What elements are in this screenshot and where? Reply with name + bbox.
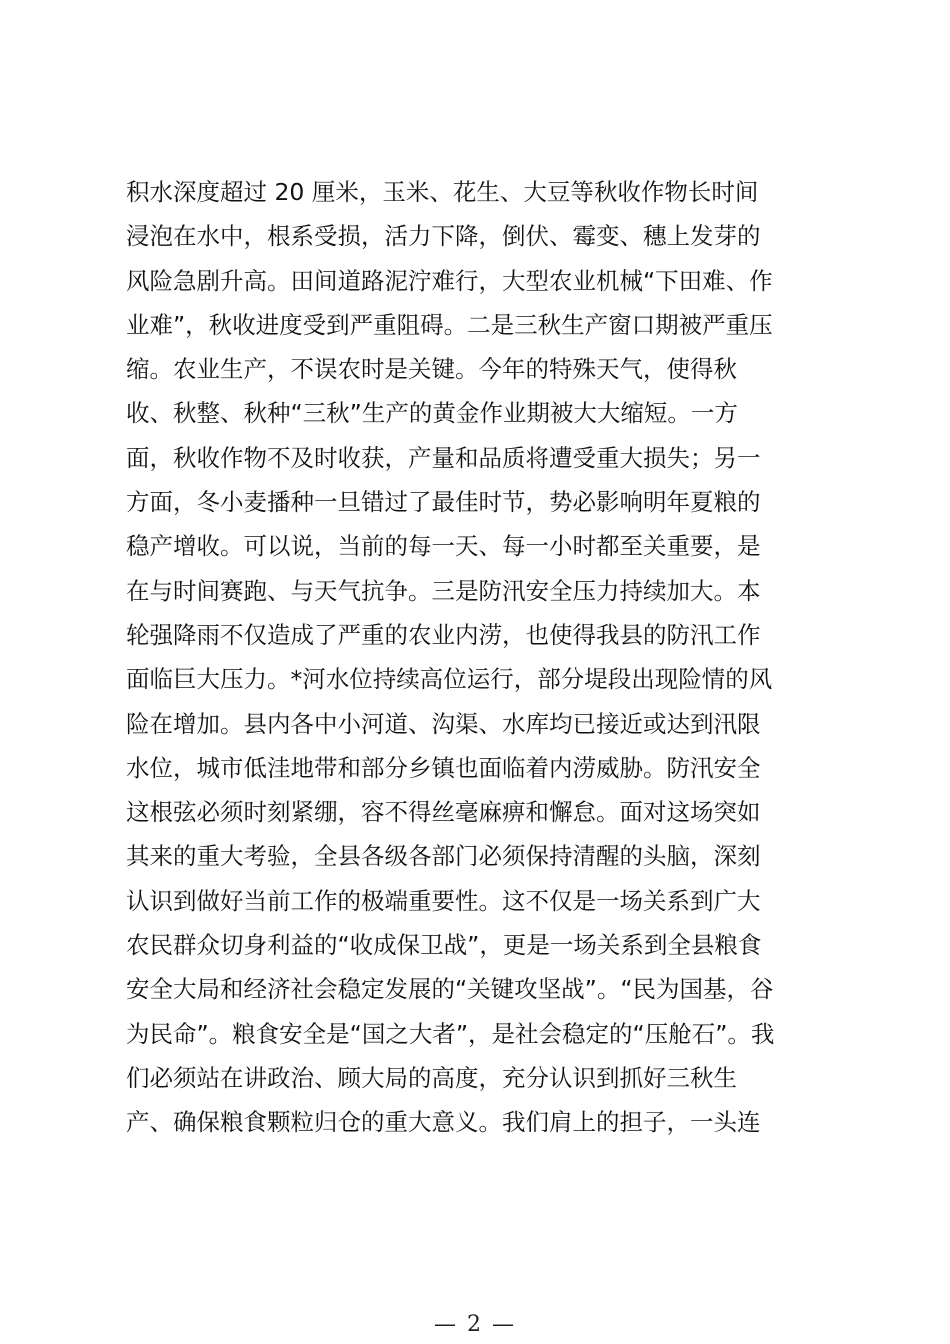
text-line: 面临巨大压力。*河水位持续高位运行，部分堤段出现险情的风 — [126, 665, 773, 694]
text-line: 轮强降雨不仅造成了严重的农业内涝，也使得我县的防汛工作 — [126, 620, 761, 649]
text-line: 认识到做好当前工作的极端重要性。这不仅是一场关系到广大 — [126, 886, 761, 915]
page-number: — 2 — — [434, 1312, 516, 1337]
text-line: 农民群众切身利益的“收成保卫战”，更是一场关系到全县粮食 — [126, 931, 762, 960]
text-line: 们必须站在讲政治、顾大局的高度，充分认识到抓好三秋生 — [126, 1063, 737, 1092]
text-line: 险在增加。县内各中小河道、沟渠、水库均已接近或达到汛限 — [126, 709, 761, 738]
text-line: 收、秋整、秋种“三秋”生产的黄金作业期被大大缩短。一方 — [126, 399, 738, 428]
text-line: 业难”，秋收进度受到严重阻碍。二是三秋生产窗口期被严重压 — [126, 310, 773, 339]
text-line: 积水深度超过 20 厘米，玉米、花生、大豆等秋收作物长时间 — [126, 178, 759, 206]
text-line: 方面，冬小麦播种一旦错过了最佳时节，势必影响明年夏粮的 — [126, 488, 761, 517]
text-line: 其来的重大考验，全县各级各部门必须保持清醒的头脑，深刻 — [126, 842, 761, 871]
text-line: 在与时间赛跑、与天气抗争。三是防汛安全压力持续加大。本 — [126, 576, 761, 605]
text-line: 安全大局和经济社会稳定发展的“关键攻坚战”。“民为国基，谷 — [126, 975, 774, 1004]
text-line: 产、确保粮食颗粒归仓的重大意义。我们肩上的担子，一头连 — [126, 1108, 761, 1137]
text-line: 稳产增收。可以说，当前的每一天、每一小时都至关重要，是 — [126, 532, 761, 561]
text-line: 这根弦必须时刻紧绷，容不得丝毫麻痹和懈怠。面对这场突如 — [126, 798, 761, 827]
text-line: 浸泡在水中，根系受损，活力下降，倒伏、霉变、穗上发芽的 — [126, 222, 761, 251]
text-line: 风险急剧升高。田间道路泥泞难行，大型农业机械“下田难、作 — [126, 266, 773, 295]
text-line: 缩。农业生产，不误农时是关键。今年的特殊天气，使得秋 — [126, 355, 737, 384]
text-line: 面，秋收作物不及时收获，产量和品质将遭受重大损失；另一 — [126, 443, 761, 472]
text-line: 为民命”。粮食安全是“国之大者”，是社会稳定的“压舱石”。我 — [126, 1019, 775, 1048]
body-paragraph — [126, 170, 846, 1145]
text-line: 水位，城市低洼地带和部分乡镇也面临着内涝威胁。防汛安全 — [126, 753, 761, 782]
